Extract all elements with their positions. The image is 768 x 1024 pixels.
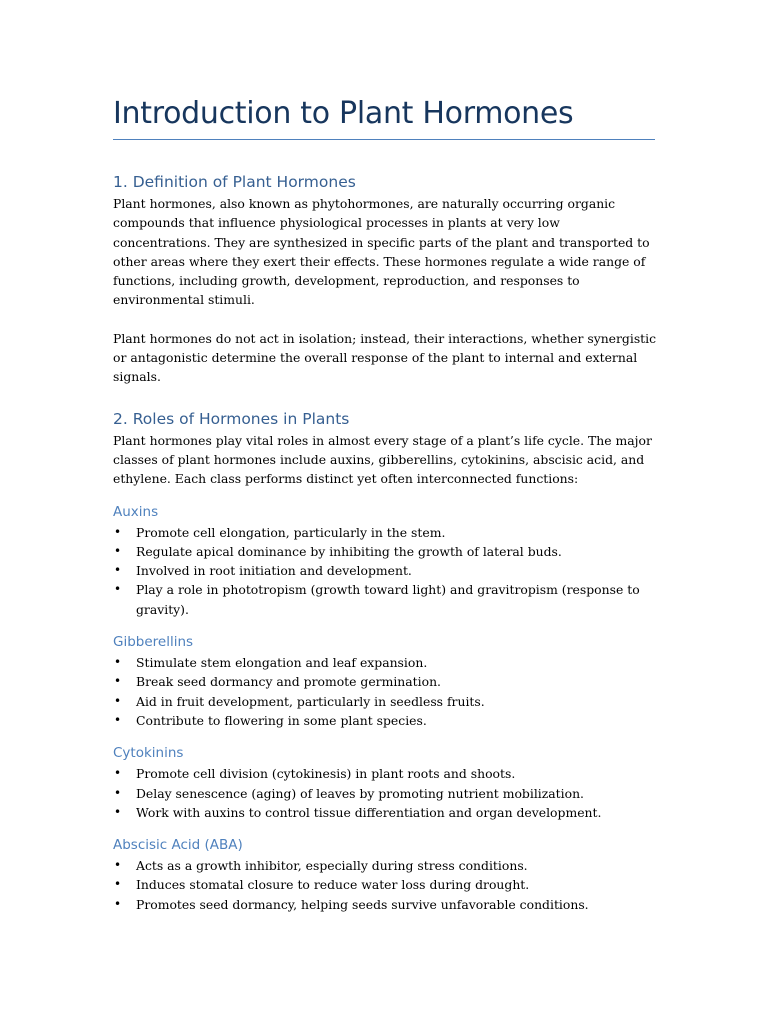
bullet-icon: • <box>114 543 122 558</box>
subheading-auxins: Auxins <box>113 503 159 520</box>
bullet-icon: • <box>114 655 122 670</box>
abscisic-acid-list <box>113 856 658 914</box>
list-item: • Play a role in phototropism (growth toward light) and gravitropism (response to gravity). <box>114 582 640 617</box>
interaction-paragraph: Plant hormones do not act in isolation; instead, their interactions, whether synergistic or antagonistic determine the overall response of the plant to internal and external signals. <box>113 330 657 385</box>
document-page <box>113 0 658 1024</box>
page-title: Introduction to Plant Hormones <box>113 96 574 131</box>
bullet-icon: • <box>114 582 122 597</box>
section-heading-roles: 2. Roles of Hormones in Plants <box>113 409 350 428</box>
list-item: • Break seed dormancy and promote germination. <box>113 672 658 691</box>
bullet-icon: • <box>114 693 122 708</box>
list-item: • Work with auxins to control tissue differentiation and organ development. <box>113 803 658 822</box>
bullet-icon: • <box>114 804 122 819</box>
title-underline <box>113 139 655 140</box>
list-item: • Regulate apical dominance by inhibiting the growth of lateral buds. <box>113 542 658 561</box>
bullet-icon: • <box>114 712 122 727</box>
list-item: • Aid in fruit development, particularly in seedless fruits. <box>113 692 658 711</box>
list-item: • Promote cell elongation, particularly in the stem. <box>113 523 658 542</box>
bullet-icon: • <box>114 896 122 911</box>
bullet-icon: • <box>114 766 122 781</box>
bullet-icon: • <box>114 858 122 873</box>
subsection-spacer <box>113 619 658 631</box>
subsection-spacer <box>113 730 658 742</box>
bullet-icon: • <box>114 674 122 689</box>
subsection-spacer <box>113 822 658 834</box>
subheading-abscisic-acid: Abscisic Acid (ABA) <box>113 837 243 854</box>
list-item: • Involved in root initiation and development. <box>113 561 658 580</box>
list-item: • Contribute to flowering in some plant species. <box>113 711 658 730</box>
list-item: • Acts as a growth inhibitor, especially during stress conditions. <box>113 856 658 875</box>
paragraph-spacer <box>113 310 658 329</box>
section-spacer <box>113 387 658 407</box>
subheading-cytokinins: Cytokinins <box>113 745 184 762</box>
list-item: • Promote cell division (cytokinesis) in plant roots and shoots. <box>113 764 658 783</box>
roles-intro-paragraph: Plant hormones play vital roles in almost every stage of a plant’s life cycle. The major classes of plant hormones include auxins, gibberellins, cytokinins, abscisic acid, and ethylene. Each class performs distinct yet often interconnected functions: <box>113 432 652 487</box>
gibberellins-list <box>113 653 658 730</box>
auxins-list <box>113 523 658 619</box>
list-item: • Stimulate stem elongation and leaf expansion. <box>113 653 658 672</box>
subsection-spacer <box>113 489 658 501</box>
list-item: • Promotes seed dormancy, helping seeds survive unfavorable conditions. <box>113 895 658 914</box>
bullet-icon: • <box>114 877 122 892</box>
cytokinins-list <box>113 764 658 822</box>
subheading-gibberellins: Gibberellins <box>113 634 194 651</box>
bullet-icon: • <box>114 785 122 800</box>
bullet-icon: • <box>114 563 122 578</box>
bullet-icon: • <box>114 524 122 539</box>
definition-paragraph: Plant hormones, also known as phytohormones, are naturally occurring organic compounds that influence physiological processes in plants at very low concentrations. They are synthesized in specific parts of the plant and transported to other areas where they exert their effects. These hormones regulate a wide range of functions, including growth, development, reproduction, and responses to environmental stimuli. <box>113 196 650 308</box>
section-heading-definition: 1. Definition of Plant Hormones <box>113 173 356 191</box>
list-item: • Induces stomatal closure to reduce water loss during drought. <box>113 875 658 894</box>
list-item: • Delay senescence (aging) of leaves by promoting nutrient mobilization. <box>113 784 658 803</box>
document-body <box>113 170 658 914</box>
